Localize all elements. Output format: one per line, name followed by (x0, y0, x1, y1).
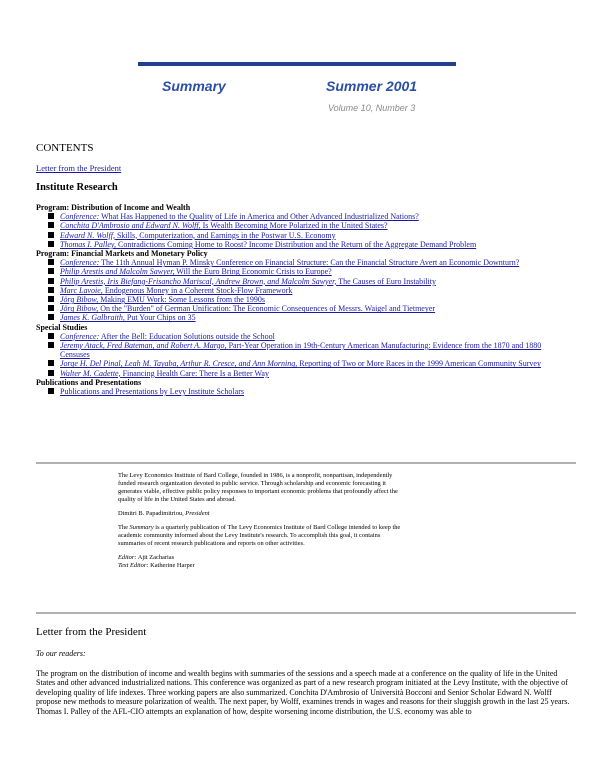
toc-item[interactable] (48, 295, 546, 304)
about-box (118, 472, 408, 570)
toc-item-link[interactable] (60, 387, 244, 396)
toc-item-title: The Causes of Euro Instability (338, 276, 436, 286)
letter-heading: Letter from the President (36, 626, 147, 638)
toc-item-link[interactable] (60, 231, 336, 240)
square-bullet-icon (48, 296, 54, 302)
toc-item-author: Thomas I. Palley, (60, 239, 116, 249)
text-editor-label: Text Editor: (118, 562, 149, 569)
table-of-contents (36, 203, 546, 396)
toc-item-title: Skills, Computerization, and Earnings in the Postwar U.S. Economy (116, 230, 336, 240)
text-editor-name: Katherine Harper (150, 562, 195, 569)
toc-item-link[interactable] (60, 240, 476, 249)
toc-item-author: James K. Galbraith, (60, 313, 125, 323)
toc-item-title: Put Your Chips on 35 (126, 313, 196, 323)
toc-item[interactable] (48, 369, 546, 378)
toc-item-author: Jeremy Atack, Fred Bateman, and Robert A. Margo, (60, 341, 227, 351)
toc-item-title: Financing Health Care: There Is a Better Way (122, 368, 269, 378)
letter-salutation: To our readers: (36, 649, 86, 658)
president-name: Dimitri B. Papadimitriou, (118, 510, 184, 517)
toc-item[interactable] (48, 286, 546, 295)
toc-item-link[interactable] (60, 221, 388, 230)
toc-item-link[interactable] (60, 286, 292, 295)
square-bullet-icon (48, 259, 54, 265)
toc-item[interactable] (48, 387, 546, 396)
toc-item[interactable] (48, 221, 546, 230)
toc-item[interactable] (48, 231, 546, 240)
toc-item-title: Is Wealth Becoming More Polarized in the United States? (202, 221, 388, 231)
toc-item-author: Walter M. Cadette, (60, 368, 121, 378)
toc-item[interactable] (48, 258, 546, 267)
toc-item[interactable] (48, 267, 546, 276)
issue-season: Summer 2001 (326, 78, 418, 94)
square-bullet-icon (48, 222, 54, 228)
square-bullet-icon (48, 268, 54, 274)
toc-item[interactable] (48, 240, 546, 249)
toc-item-link[interactable] (60, 313, 196, 322)
square-bullet-icon (48, 388, 54, 394)
square-bullet-icon (48, 232, 54, 238)
divider-top (36, 462, 576, 464)
toc-item-link[interactable] (60, 267, 332, 276)
toc-item-author: Marc Lavoie, (60, 285, 103, 295)
toc-item[interactable] (48, 212, 546, 221)
toc-item-author: Philip Arestis, Iris Biefang-Frisancho Mariscal, Andrew Brown, and Malcolm Sawyer, (60, 276, 337, 286)
toc-item-author: Conchita D'Ambrosio and Edward N. Wolff, (60, 221, 201, 231)
toc-item-link[interactable] (60, 332, 275, 341)
square-bullet-icon (48, 241, 54, 247)
toc-item-title: Contradictions Coming Home to Roost? Income Distribution and the Return of the Aggregate Demand Problem (118, 239, 477, 249)
toc-item-link[interactable] (60, 304, 435, 313)
toc-section-heading: Publications and Presentations (36, 377, 142, 387)
toc-item[interactable] (48, 332, 546, 341)
toc-item-title: What Has Happened to the Quality of Life in America and Other Advanced Industrialized Nations? (101, 212, 419, 222)
toc-item-link[interactable] (60, 369, 269, 378)
toc-item-title: The 11th Annual Hyman P. Minsky Conference on Financial Structure: Can the Financial Structure Avert an Economic Downturn? (101, 258, 520, 268)
toc-item-link[interactable] (60, 341, 541, 359)
toc-section-heading: Program: Financial Markets and Monetary Policy (36, 249, 208, 259)
institute-description: The Levy Economics Institute of Bard College, founded in 1986, is a nonprofit, nonpartisan, independently funded research organization devoted to public service. Through scholarship and economic forecasting it generates viable, effective public policy responses to important economic problems that profoundly affect the quality of life in the United States and abroad. (118, 472, 398, 503)
institute-research-heading: Institute Research (36, 182, 118, 193)
square-bullet-icon (48, 360, 54, 366)
toc-item-author: Conference: (60, 258, 100, 268)
square-bullet-icon (48, 333, 54, 339)
toc-item-link[interactable] (60, 295, 265, 304)
toc-item-author: Philip Arestis and Malcolm Sawyer, (60, 267, 175, 277)
editors (118, 554, 408, 570)
toc-item[interactable] (48, 313, 546, 322)
letter-body: The program on the distribution of income and wealth begins with summaries of the sessions and a speech made at a conference on the quality of life in the United States and other advanced industrialized nations. This conference was organized as part of a new research program initiated at the Levy Institute, with the objective of developing quality of life indexes. Three working papers are also summarized. Conchita D'Ambrosio of Università Bocconi and Senior Scholar Edward N. Wolff propose new methods to measure polarization of wealth. The next paper, by Wolff, examines trends in wages and reasons for their sluggish growth in the last 25 years. Thomas I. Palley of the AFL-CIO attempts an explanation of how, despite worsening income distribution, the U.S. economy was able to (36, 669, 570, 716)
divider-bottom (36, 612, 576, 614)
header-rule (138, 62, 456, 66)
toc-item-link[interactable] (60, 258, 519, 267)
toc-section-heading: Special Studies (36, 322, 88, 332)
contents-heading: CONTENTS (36, 142, 94, 154)
toc-item-title: After the Bell: Education Solutions outside the School (100, 331, 275, 341)
letter-from-president-link[interactable]: Letter from the President (36, 163, 122, 173)
toc-item[interactable] (48, 304, 546, 313)
toc-item-title: Reporting of Two or More Races in the 1999 American Community Survey (299, 359, 541, 369)
square-bullet-icon (48, 305, 54, 311)
toc-item-title: On the "Burden" of German Unification: The Economic Consequences of Messrs. Waigel and Tietmeyer (100, 304, 436, 314)
toc-item-author: Jörg Bibow, (60, 304, 99, 314)
summary-description (118, 524, 408, 548)
square-bullet-icon (48, 370, 54, 376)
toc-item-author: Jorge H. Del Pinal, Leah M. Tayaba, Arthur R. Cresce, and Ann Morning, (60, 359, 298, 369)
toc-item-title: Endogenous Money in a Coherent Stock-Flow Framework (104, 285, 293, 295)
volume-number: Volume 10, Number 3 (328, 103, 416, 113)
toc-item-author: Conference: (60, 331, 100, 341)
square-bullet-icon (48, 314, 54, 320)
toc-item[interactable] (48, 359, 546, 368)
toc-item[interactable] (48, 277, 546, 286)
president-line (118, 510, 408, 518)
toc-item-author: Conference: (60, 212, 100, 222)
square-bullet-icon (48, 278, 54, 284)
square-bullet-icon (48, 213, 54, 219)
toc-item-title: Making EMU Work: Some Lessons from the 1990s (100, 295, 265, 305)
square-bullet-icon (48, 287, 54, 293)
toc-item-author: Edward N. Wolff, (60, 230, 115, 240)
summary-pre: The (118, 524, 128, 531)
editor-label: Editor: (118, 554, 137, 561)
toc-section-heading: Program: Distribution of Income and Wealth (36, 203, 191, 212)
editor-name: Ajit Zacharias (137, 554, 175, 561)
toc-item-link[interactable] (60, 359, 541, 368)
toc-item-link[interactable] (60, 277, 436, 286)
toc-item-title: Will the Euro Bring Economic Crisis to Europe? (176, 267, 332, 277)
toc-item[interactable] (48, 341, 546, 359)
toc-item-link[interactable] (60, 212, 419, 221)
toc-item-author: Jörg Bibow, (60, 295, 99, 305)
summary-italic: Summary (129, 524, 154, 531)
president-title: President (185, 510, 210, 517)
publication-title: Summary (162, 78, 226, 94)
toc-item-title: Part-Year Operation in 19th-Century American Manufacturing: Evidence from the 1870 and 1880 Censuses (60, 341, 542, 360)
summary-post: is a quarterly publication of The Levy Economics Institute of Bard College intended to keep the academic community informed about the Levy Institute's research. To accomplish this goal, it contains summaries of recent research publications and reports on other activities. (118, 524, 401, 547)
square-bullet-icon (48, 342, 54, 348)
toc-item-title: Publications and Presentations by Levy Institute Scholars (60, 387, 244, 397)
